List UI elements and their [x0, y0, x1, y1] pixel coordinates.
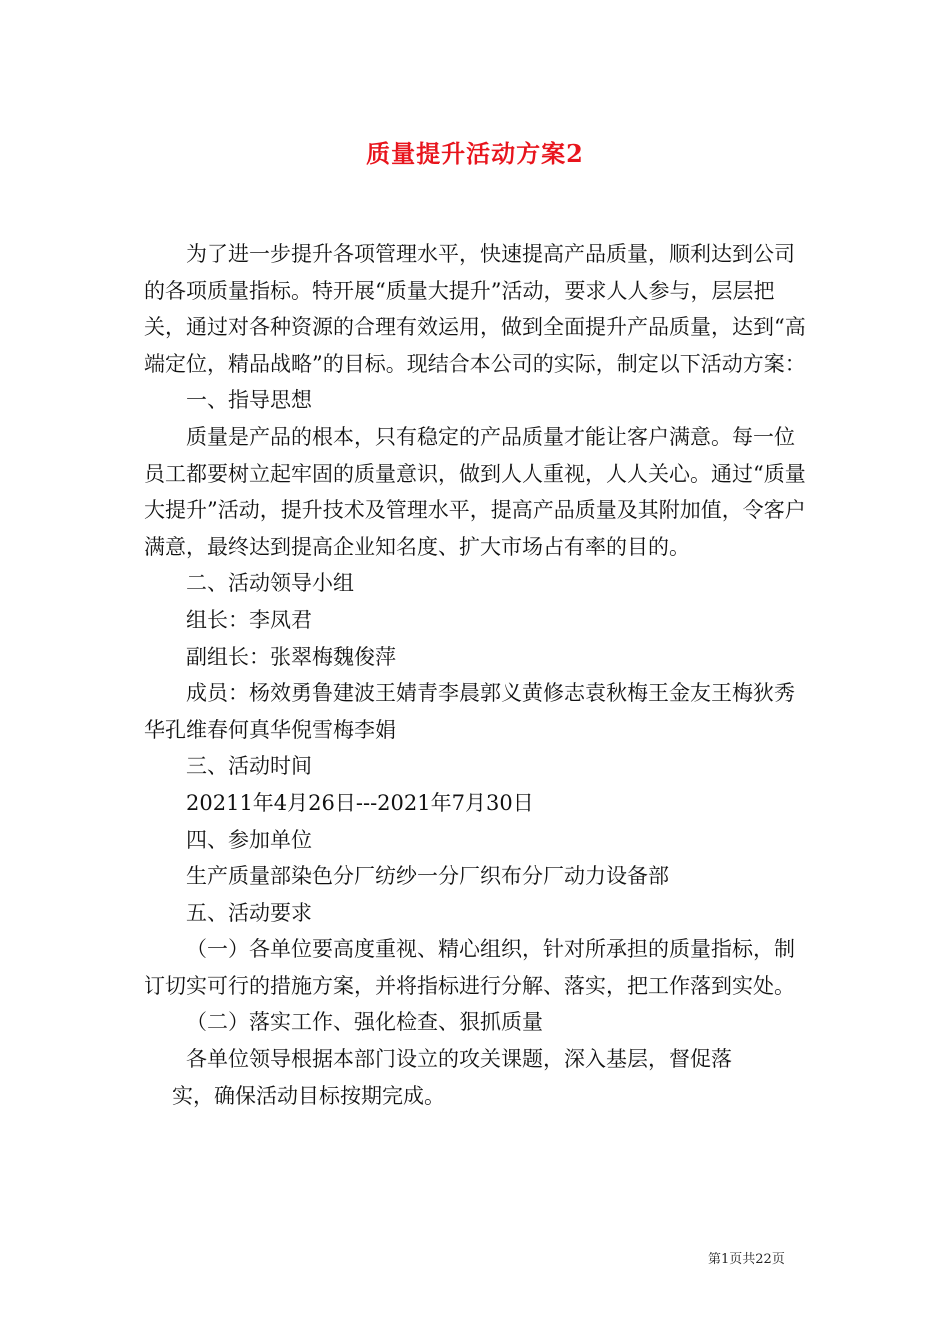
participating-units-line: 生产质量部染色分厂纺纱一分厂织布分厂动力设备部	[186, 864, 669, 889]
section-heading-leadership-group: 二、活动领导小组	[186, 571, 354, 596]
activity-time-line: 20211年4月26日---2021年7月30日	[186, 790, 534, 815]
document-title: 质量提升活动方案2	[366, 139, 584, 168]
section-heading-guiding-ideology: 一、指导思想	[186, 388, 312, 413]
section-heading-activity-requirements: 五、活动要求	[186, 900, 312, 925]
requirement-one-paragraph: （一）各单位要高度重视、精心组织，针对所承担的质量指标，制订切实可行的措施方案，并将指标进行分解、落实，把工作落到实处。	[144, 937, 795, 998]
section-heading-participating-units: 四、参加单位	[186, 827, 312, 852]
page-number: 第1页共22页	[708, 1252, 785, 1267]
intro-paragraph: 为了进一步提升各项管理水平，快速提高产品质量，顺利达到公司的各项质量指标。特开展“质量大提升”活动，要求人人参与，层层把关，通过对各种资源的合理有效运用，做到全面提升产品质量，达到“高端定位，精品战略”的目标。现结合本公司的实际，制定以下活动方案：	[144, 242, 806, 376]
document-body	[144, 236, 808, 1114]
requirement-two-heading: （二）落实工作、强化检查、狠抓质量	[186, 1010, 543, 1035]
deputy-leader-line: 副组长：张翠梅魏俊萍	[186, 644, 396, 669]
requirement-two-paragraph-line1: 各单位领导根据本部门设立的攻关课题，深入基层，督促落	[186, 1047, 732, 1072]
guiding-ideology-paragraph: 质量是产品的根本，只有稳定的产品质量才能让客户满意。每一位员工都要树立起牢固的质量意识，做到人人重视，人人关心。通过“质量大提升”活动，提升技术及管理水平，提高产品质量及其附加值，令客户满意，最终达到提高企业知名度、扩大市场占有率的目的。	[144, 424, 806, 559]
group-leader-line: 组长：李凤君	[186, 607, 312, 632]
requirement-two-paragraph-line2: 实，确保活动目标按期完成。	[172, 1083, 445, 1108]
section-heading-activity-time: 三、活动时间	[186, 754, 312, 779]
members-paragraph: 成员：杨效勇鲁建波王婧青李晨郭义黄修志袁秋梅王金友王梅狄秀华孔维春何真华倪雪梅李娟	[144, 681, 795, 742]
